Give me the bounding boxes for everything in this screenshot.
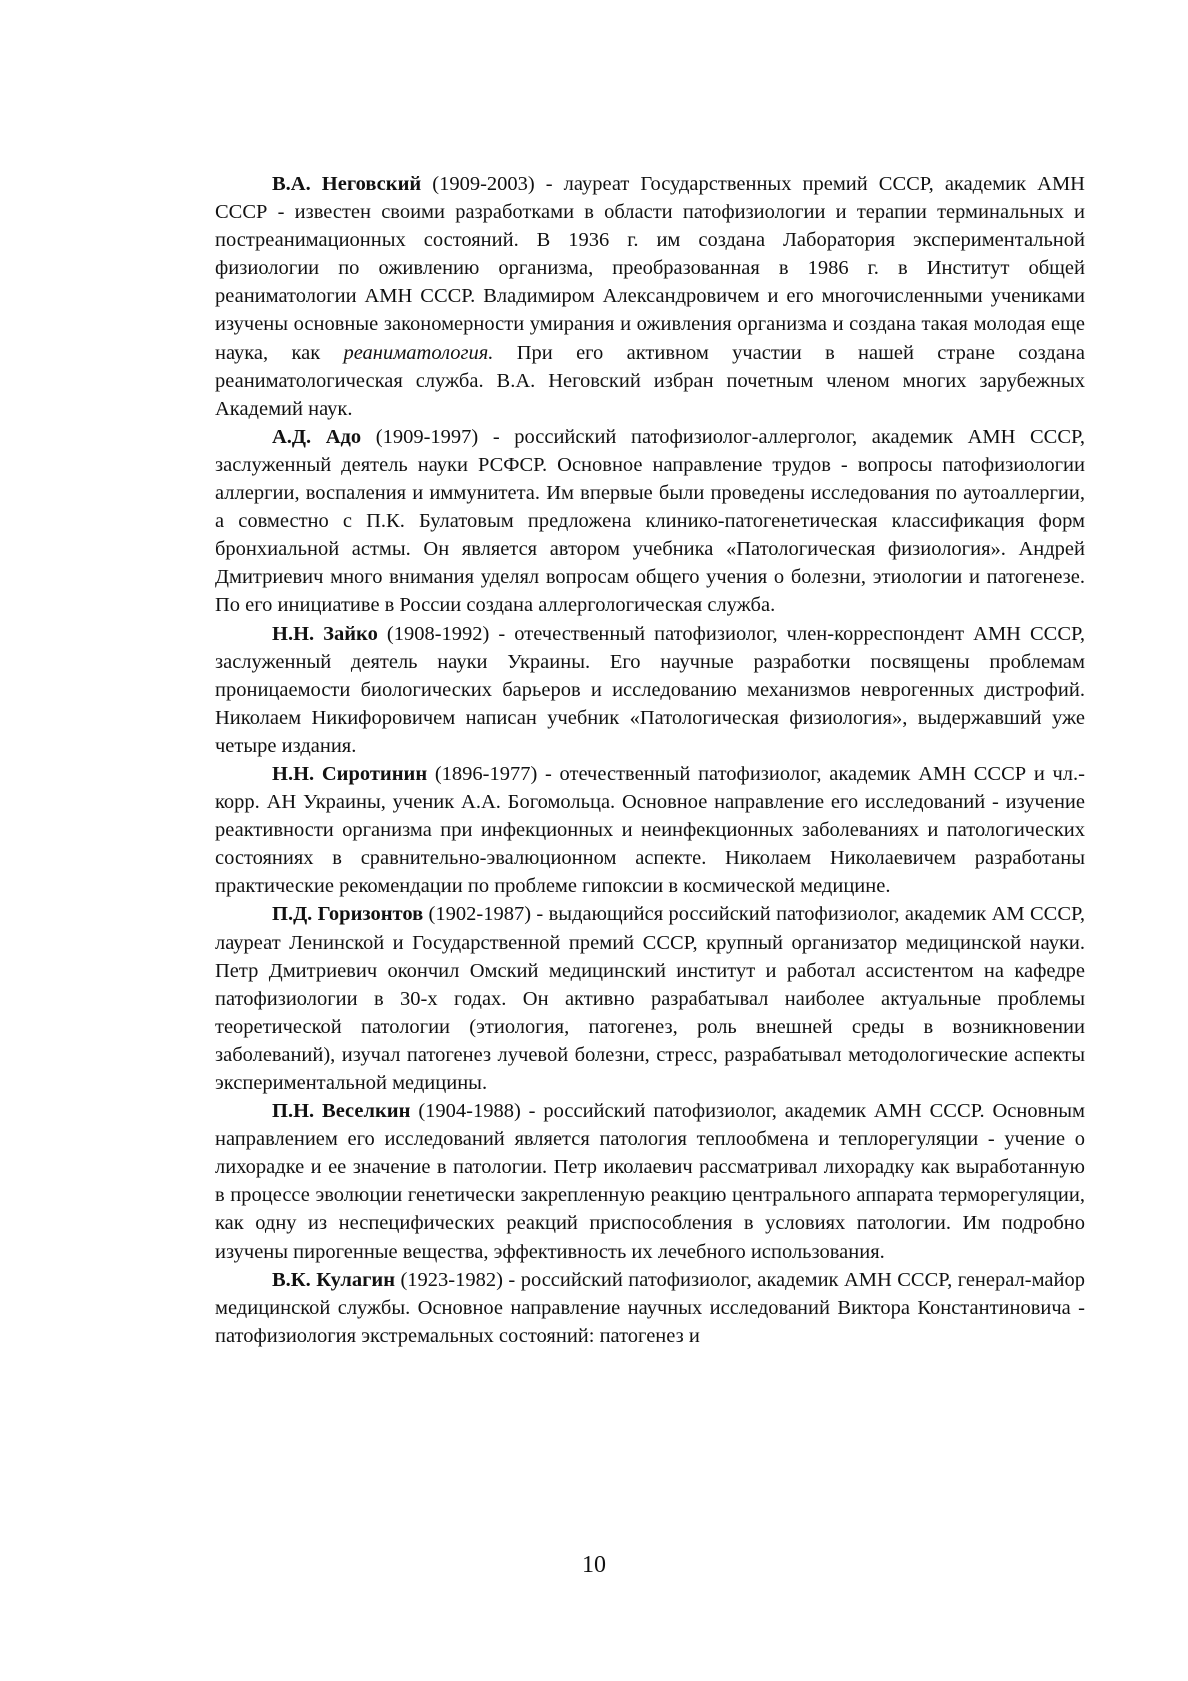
paragraph-text: При его активном участии в нашей стране создана реаниматологическая служба. В.А. Неговский избран почетным членом многих зарубежных Академий наук.	[215, 341, 1085, 420]
scientist-name: П.Д. Горизонтов	[272, 903, 424, 926]
scientist-name: Н.Н. Сиротинин	[272, 762, 428, 785]
paragraph-gorizontov	[215, 900, 1085, 1097]
emphasized-term: реаниматология.	[343, 341, 494, 364]
paragraph-text: (1908-1992) - отечественный патофизиолог, член-корреспондент АМН СССР, заслуженный деятель науки Украины. Его научные разработки посвящены проблемам проницаемости биологических барьеров и исследованию механизмов неврогенных дистрофий. Николаем Никифоровичем написан учебник «Патологическая физиология», выдержавший уже четыре издания.	[215, 622, 1085, 757]
paragraph-sirotinin	[215, 760, 1085, 900]
paragraph-text: (1923-1982) - российский патофизиолог, академик АМН СССР, генерал-майор медицинской службы. Основное направление научных исследований Виктора Константиновича - патофизиология экстремальных состояний: патогенез и	[215, 1268, 1085, 1347]
scientist-name: П.Н. Веселкин	[272, 1100, 411, 1123]
body-text	[215, 170, 1085, 1350]
scientist-name: А.Д. Адо	[272, 425, 362, 448]
paragraph-text: (1909-1997) - российский патофизиолог-аллерголог, академик АМН СССР, заслуженный деятель науки РСФСР. Основное направление трудов - вопросы патофизиологии аллергии, воспаления и иммунитета. Им впервые были проведены исследования по аутоаллергии, а совместно с П.К. Булатовым предложена клинико-патогенетическая классификация форм бронхиальной астмы. Он является автором учебника «Патологическая физиология». Андрей Дмитриевич много внимания уделял вопросам общего учения о болезни, этиологии и патогенезе. По его инициативе в России создана аллергологическая служба.	[215, 425, 1085, 617]
paragraph-zayko	[215, 620, 1085, 760]
paragraph-kulagin	[215, 1266, 1085, 1350]
paragraph-text: (1904-1988) - российский патофизиолог, академик АМН СССР. Основным направлением его исследований является патология теплообмена и теплорегуляции - учение о лихорадке и ее значение в патологии. Петр иколаевич рассматривал лихорадку как выработанную в процессе эволюции генетически закрепленную реакцию центрального аппарата терморегуляции, как одну из неспецифических реакций приспособления в условиях патологии. Им подробно изучены пирогенные вещества, эффективность их лечебного использования.	[215, 1100, 1085, 1263]
paragraph-veselkin	[215, 1097, 1085, 1266]
paragraph-text: (1909-2003) - лауреат Государственных премий СССР, академик АМН СССР - известен своими разработками в области патофизиологии и терапии терминальных и постреанимационных состояний. В 1936 г. им создана Лаборатория экспериментальной физиологии по оживлению организма, преобразованная в 1986 г. в Институт общей реаниматологии АМН СССР. Владимиром Александровичем и его многочисленными учениками изучены основные закономерности умирания и оживления организма и создана такая молодая еще наука, как	[215, 173, 1085, 364]
paragraph-text: (1902-1987) - выдающийся российский патофизиолог, академик АМ СССР, лауреат Ленинской и Государственной премий СССР, крупный организатор медицинской науки. Петр Дмитриевич окончил Омский медицинский институт и работал ассистентом на кафедре патофизиологии в 30-х годах. Он активно разрабатывал наиболее актуальные проблемы теоретической патологии (этиология, патогенез, роль внешней среды в возникновении заболеваний), изучал патогенез лучевой болезни, стресс, разрабатывал методологические аспекты экспериментальной медицины.	[215, 903, 1085, 1094]
scientist-name: В.А. Неговский	[272, 173, 422, 195]
scientist-name: В.К. Кулагин	[272, 1268, 396, 1291]
scientist-name: Н.Н. Зайко	[272, 622, 378, 645]
page-number: 10	[582, 1552, 606, 1578]
paragraph-ado	[215, 423, 1085, 620]
paragraph-negovsky	[215, 170, 1085, 423]
paragraph-text: (1896-1977) - отечественный патофизиолог, академик АМН СССР и чл.-корр. АН Украины, ученик А.А. Богомольца. Основное направление его исследований - изучение реактивности организма при инфекционных и неинфекционных заболеваниях и патологических состояниях в сравнительно-эвалюционном аспекте. Николаем Николаевичем разработаны практические рекомендации по проблеме гипоксии в космической медицине.	[215, 762, 1085, 898]
